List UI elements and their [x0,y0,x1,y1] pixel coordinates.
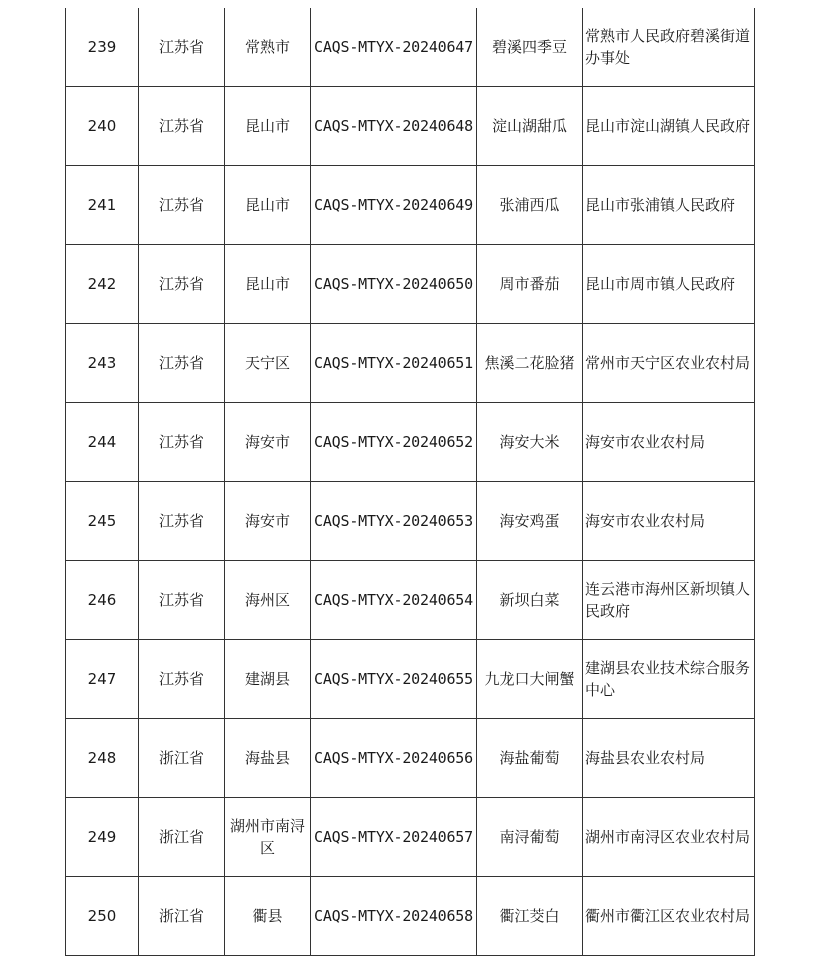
province-cell: 江苏省 [139,324,225,403]
registration-code-cell: CAQS-MTYX-20240657 [311,798,477,877]
organization-cell: 昆山市周市镇人民政府 [583,245,755,324]
registration-code-cell: CAQS-MTYX-20240655 [311,640,477,719]
row-number: 244 [66,403,139,482]
product-name-cell: 南浔葡萄 [477,798,583,877]
province-cell: 江苏省 [139,166,225,245]
registration-code-cell: CAQS-MTYX-20240653 [311,482,477,561]
city-cell: 海盐县 [225,719,311,798]
row-number: 245 [66,482,139,561]
product-name-cell: 焦溪二花脸猪 [477,324,583,403]
table-row [66,877,755,956]
registration-code-cell: CAQS-MTYX-20240658 [311,877,477,956]
organization-cell: 衢州市衢江区农业农村局 [583,877,755,956]
city-cell: 湖州市南浔区 [225,798,311,877]
table-row [66,482,755,561]
province-cell: 江苏省 [139,561,225,640]
registry-table [65,8,755,956]
product-name-cell: 衢江茭白 [477,877,583,956]
product-name-cell: 九龙口大闸蟹 [477,640,583,719]
row-number: 246 [66,561,139,640]
organization-cell: 海安市农业农村局 [583,403,755,482]
table-row [66,324,755,403]
organization-cell: 湖州市南浔区农业农村局 [583,798,755,877]
table-row [66,245,755,324]
organization-cell: 海安市农业农村局 [583,482,755,561]
organization-cell: 海盐县农业农村局 [583,719,755,798]
province-cell: 江苏省 [139,640,225,719]
registration-code-cell: CAQS-MTYX-20240647 [311,8,477,87]
registration-code-cell: CAQS-MTYX-20240650 [311,245,477,324]
product-name-cell: 张浦西瓜 [477,166,583,245]
city-cell: 海安市 [225,482,311,561]
product-name-cell: 海安大米 [477,403,583,482]
province-cell: 江苏省 [139,482,225,561]
table-row [66,8,755,87]
row-number: 249 [66,798,139,877]
organization-cell: 常熟市人民政府碧溪街道办事处 [583,8,755,87]
row-number: 243 [66,324,139,403]
product-name-cell: 新坝白菜 [477,561,583,640]
table-row [66,166,755,245]
city-cell: 海州区 [225,561,311,640]
city-cell: 衢县 [225,877,311,956]
organization-cell: 连云港市海州区新坝镇人民政府 [583,561,755,640]
province-cell: 江苏省 [139,8,225,87]
city-cell: 昆山市 [225,87,311,166]
registration-code-cell: CAQS-MTYX-20240656 [311,719,477,798]
registration-code-cell: CAQS-MTYX-20240649 [311,166,477,245]
province-cell: 浙江省 [139,719,225,798]
registration-code-cell: CAQS-MTYX-20240652 [311,403,477,482]
row-number: 242 [66,245,139,324]
registry-table-container [65,8,754,956]
product-name-cell: 碧溪四季豆 [477,8,583,87]
organization-cell: 建湖县农业技术综合服务中心 [583,640,755,719]
table-row [66,403,755,482]
city-cell: 天宁区 [225,324,311,403]
province-cell: 江苏省 [139,403,225,482]
product-name-cell: 淀山湖甜瓜 [477,87,583,166]
row-number: 239 [66,8,139,87]
table-row [66,719,755,798]
registration-code-cell: CAQS-MTYX-20240654 [311,561,477,640]
product-name-cell: 海盐葡萄 [477,719,583,798]
product-name-cell: 海安鸡蛋 [477,482,583,561]
city-cell: 昆山市 [225,245,311,324]
row-number: 248 [66,719,139,798]
organization-cell: 常州市天宁区农业农村局 [583,324,755,403]
city-cell: 常熟市 [225,8,311,87]
table-row [66,87,755,166]
organization-cell: 昆山市淀山湖镇人民政府 [583,87,755,166]
province-cell: 浙江省 [139,798,225,877]
row-number: 241 [66,166,139,245]
organization-cell: 昆山市张浦镇人民政府 [583,166,755,245]
registration-code-cell: CAQS-MTYX-20240648 [311,87,477,166]
city-cell: 海安市 [225,403,311,482]
city-cell: 昆山市 [225,166,311,245]
province-cell: 江苏省 [139,87,225,166]
table-row [66,561,755,640]
row-number: 247 [66,640,139,719]
registration-code-cell: CAQS-MTYX-20240651 [311,324,477,403]
row-number: 250 [66,877,139,956]
city-cell: 建湖县 [225,640,311,719]
row-number: 240 [66,87,139,166]
province-cell: 江苏省 [139,245,225,324]
table-row [66,640,755,719]
province-cell: 浙江省 [139,877,225,956]
table-row [66,798,755,877]
product-name-cell: 周市番茄 [477,245,583,324]
